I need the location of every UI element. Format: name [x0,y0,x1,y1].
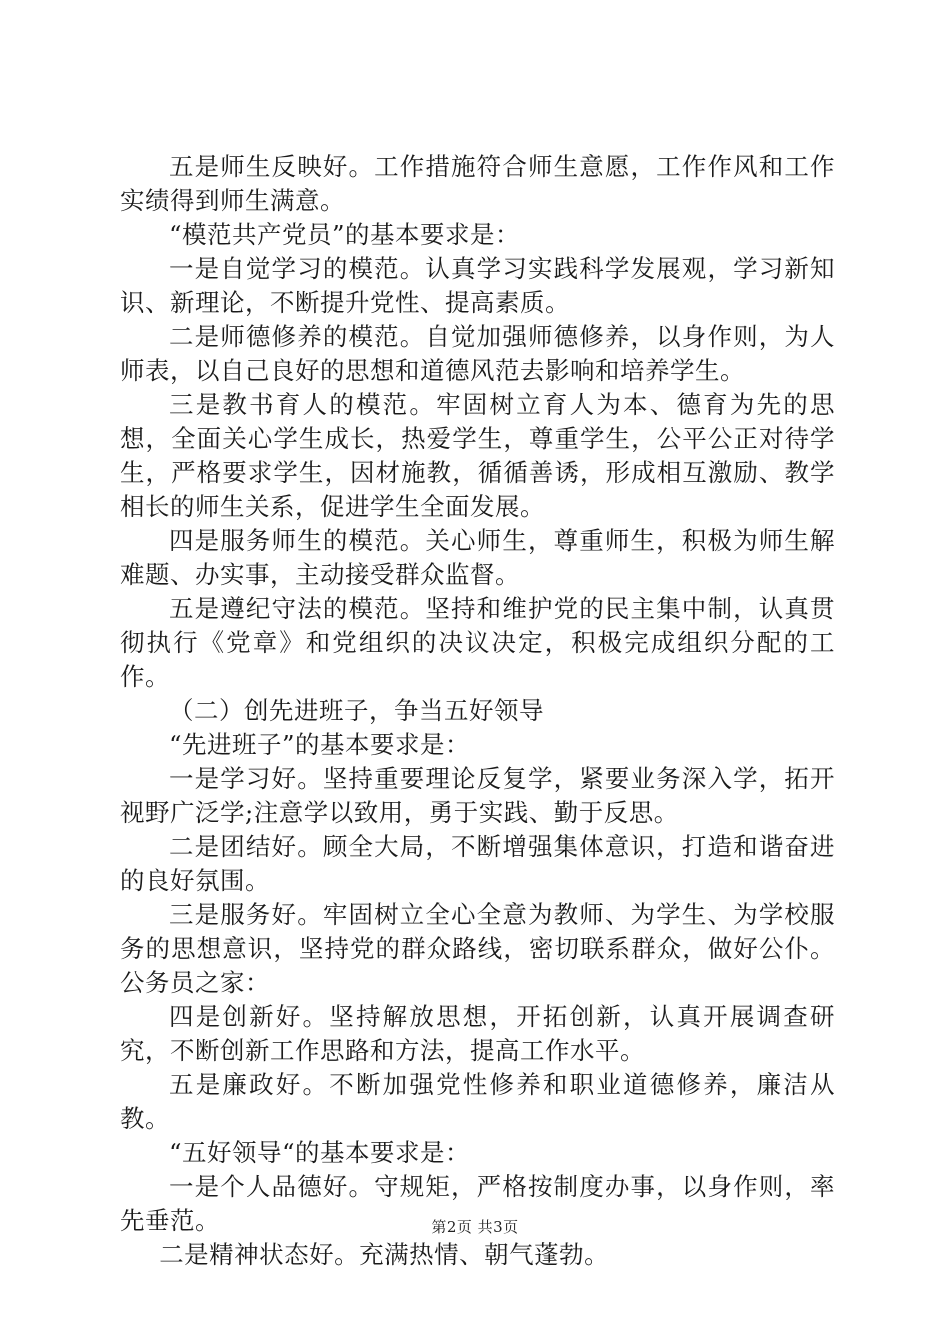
paragraph: 二是师德修养的模范。自觉加强师德修养，以身作则，为人师表，以自己良好的思想和道德风范去影响和培养学生。 [120,322,835,385]
paragraph: 四是服务师生的模范。关心师生，尊重师生，积极为师生解难题、办实事，主动接受群众监督。 [120,526,835,589]
paragraph: 一是自觉学习的模范。认真学习实践科学发展观，学习新知识、新理论，不断提升党性、提高素质。 [120,254,835,317]
paragraph: 一是个人品德好。守规矩，严格按制度办事，以身作则，率先垂范。 [120,1172,835,1235]
page-footer: 第2页 共3页 [431,1218,519,1236]
paragraph: 五是师生反映好。工作措施符合师生意愿，工作作风和工作实绩得到师生满意。 [120,152,835,215]
document-body [120,150,835,1272]
paragraph: 二是团结好。顾全大局，不断增强集体意识，打造和谐奋进的良好氛围。 [120,832,835,895]
section-heading: （二）创先进班子，争当五好领导 [169,696,544,725]
paragraph: 一是学习好。坚持重要理论反复学，紧要业务深入学，拓开视野广泛学;注意学以致用，勇于实践、勤于反思。 [120,764,835,827]
paragraph: 三是服务好。牢固树立全心全意为教师、为学生、为学校服务的思想意识，坚持党的群众路线，密切联系群众，做好公仆。公务员之家： [120,900,835,997]
paragraph: “五好领导“的基本要求是： [169,1138,471,1167]
paragraph: “模范共产党员”的基本要求是： [169,220,521,249]
paragraph: 五是廉政好。不断加强党性修养和职业道德修养，廉洁从教。 [120,1070,835,1133]
paragraph: 三是教书育人的模范。牢固树立育人为本、德育为先的思想，全面关心学生成长，热爱学生，尊重学生，公平公正对待学生，严格要求学生，因材施教，循循善诱，形成相互激励、教学相长的师生关系，促进学生全面发展。 [120,390,835,521]
paragraph: “先进班子”的基本要求是： [169,730,471,759]
paragraph: 五是遵纪守法的模范。坚持和维护党的民主集中制，认真贯彻执行《党章》和党组织的决议决定，积极完成组织分配的工作。 [120,594,835,691]
paragraph: 四是创新好。坚持解放思想，开拓创新，认真开展调查研究，不断创新工作思路和方法，提高工作水平。 [120,1002,835,1065]
paragraph: 二是精神状态好。充满热情、朝气蓬勃。 [159,1240,610,1269]
